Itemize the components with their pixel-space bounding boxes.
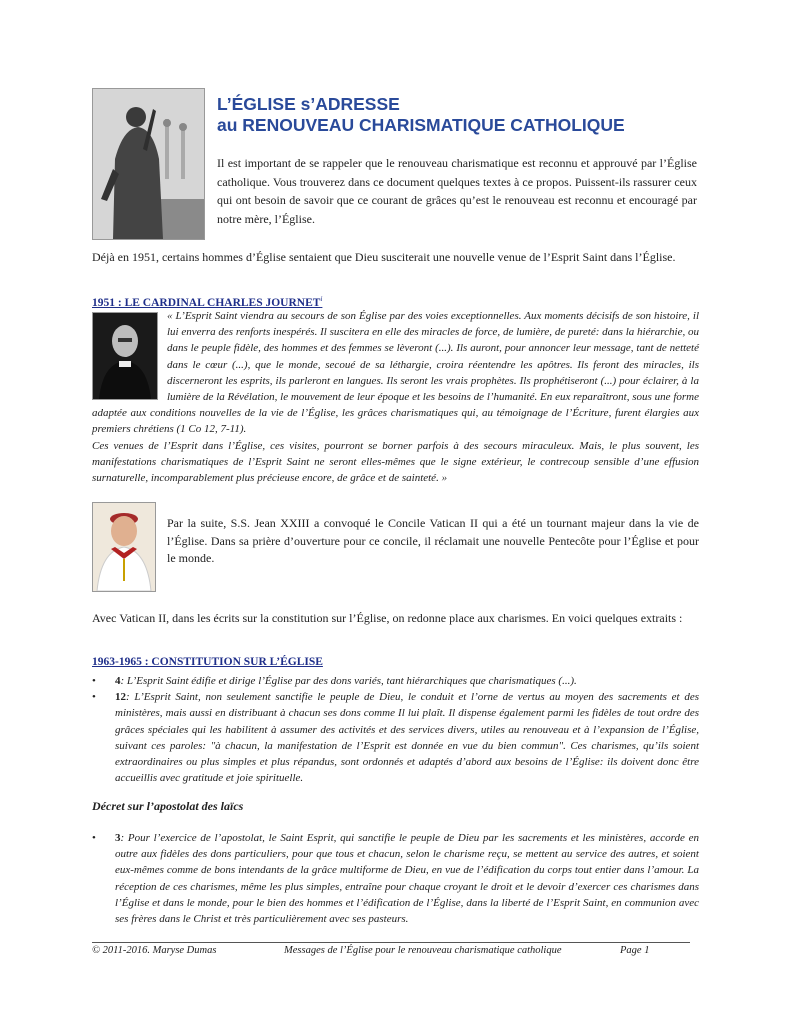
john-xxiii-paragraph: Par la suite, S.S. Jean XXIII a convoqué le Concile Vatican II qui a été un tournant majeur dans la vie de l’Église. Dans sa prière d’ouverture pour ce concile, il réclamait une nouvelle Pentecôte pour l’Église et pour le monde. (167, 516, 699, 565)
list-item (92, 830, 699, 927)
intro-paragraph: Il est important de se rappeler que le renouveau charismatique est reconnu et approuvé par l’Église catholique. Vous trouverez dans ce document quelques textes à ce propos. Puissent-ils rassurer ceux qui ont besoin de savoir que ce courant de grâces qu’est le renouveau est reconnu et encouragé par notre mère, l’Église. (217, 156, 697, 226)
title-line-2: au RENOUVEAU CHARISMATIQUE CATHOLIQUE (217, 115, 625, 135)
article-number: 3 (115, 832, 121, 844)
article-text: : L’Esprit Saint, non seulement sanctifie le peuple de Dieu, le conduit et l’orne de vertus au moyen des sacrements et des ministères, mais aussi en distribuant à chacun ses dons comme Il lui plaît. Il dispense également parmi les fidèles de tout ordre des grâces spéciales qui les habilitent à assumer des activités et des services divers, utiles au renouveau et à l’expansion de l’Église, suivant ces paroles: "à chacun, la manifestation de l’Esprit est donnée en vue du bien commun". Ces charismes, qu’ils soient extraordinaires ou plus simples et plus répandus, sont ordonnés et adaptés d’abord aux besoins de l’Église: ils doivent donc être accueillis avec gratitude et joie spirituelle. (115, 691, 699, 785)
constitution-list (92, 673, 699, 786)
saint-peter-statue-image (92, 88, 205, 240)
article-text: : Pour l’exercice de l’apostolat, le Saint Esprit, qui sanctifie le peuple de Dieu par les sacrements et les ministères, accorde en outre aux fidèles des dons particuliers, pour que tous et chacun, selon le charisme reçu, se mettent au service des autres, et soient eux-mêmes comme de bons intendants de la grâce multiforme de Dieu, en vue de l’édification du corps tout entier dans l’amour. La réception de ces charismes, même les plus simples, entraîne pour chaque croyant le droit et le devoir d’exercer ces charismes dans l’Église et dans le monde, pour le bien des hommes et l’édification de l’Église, dans la liberté de l’Esprit Saint, en communion avec ses frères dans le Christ et très particulièrement avec ses pasteurs. (115, 832, 699, 926)
apostolat-heading: Décret sur l’apostolat des laïcs (92, 799, 244, 813)
journet-quote (92, 308, 699, 486)
footer-divider (92, 942, 690, 943)
constitution-heading[interactable]: 1963-1965 : CONSTITUTION SUR L’ÉGLISE (92, 656, 323, 668)
para-1951: Déjà en 1951, certains hommes d’Église sentaient que Dieu susciterait une nouvelle venue de l’Esprit Saint dans l’Église. (92, 250, 676, 264)
apostolat-list (92, 830, 699, 927)
article-number: 4 (115, 675, 121, 687)
footer-copyright: © 2011-2016. Maryse Dumas (92, 945, 217, 956)
list-item (92, 673, 699, 689)
bullet: • (92, 675, 96, 687)
pope-john-xxiii-photo (92, 502, 156, 592)
journet-heading[interactable] (92, 295, 322, 309)
page-title (217, 94, 625, 136)
footer-page-number: Page 1 (620, 945, 650, 956)
bullet: • (92, 691, 96, 704)
title-line-1: L’ÉGLISE s’ADRESSE (217, 94, 400, 114)
journet-quote-part-2: Ces venues de l’Esprit dans l’Église, ces visites, pourront se borner parfois à des secours miraculeux. Mais, le plus souvent, les manifestations charismatiques de l’Esprit Saint ne seront elles-mêmes que le signe extérieur, le contrecoup sensible d’une effusion surnaturelle, incomparablement plus précieuse encore, de grâce et de sainteté. » (92, 439, 699, 485)
list-item (92, 689, 699, 786)
article-text: : L’Esprit Saint édifie et dirige l’Église par des dons variés, tant hiérarchiques que charismatiques (...). (120, 675, 577, 687)
endnote-marker[interactable]: i (320, 295, 323, 303)
journet-heading-text[interactable]: 1951 : LE CARDINAL CHARLES JOURNET (92, 296, 321, 309)
journet-quote-part-1: « L’Esprit Saint viendra au secours de son Église par des voies exceptionnelles. Aux moments décisifs de son histoire, il lui enverra des renforts inespérés. Il suscitera en elle des miracles de force, de lumière, de pureté: dans la hiérarchie, ou dans le peuple fidèle, des hommes et des femmes se lèveront (...). Ils auront, pour annoncer leur message, tant de netteté dans le cœur (...), que le monde, secoué de sa léthargie, croira réentendre les apôtres. Ils feront des miracles, ils discerneront les esprits, ils parleront en langues. Ils seront les vrais prophètes. Ils prophétiseront (...) pour éclairer, à la lumière de la Révélation, le mouvement de leur époque et les besoins de l’humanité. En eux reparaîtront, sous une forme adaptée aux conditions nouvelles de la vie de l’Église, les grâces charismatiques qui, au témoignage de l’Écriture, furent élargies aux premiers chrétiens (1 Co 12, 7-11). (92, 310, 699, 436)
bullet: • (92, 832, 96, 844)
footer-document-title: Messages de l’Église pour le renouveau charismatique catholique (284, 945, 562, 956)
article-number: 12 (115, 691, 126, 704)
vatican-ii-paragraph: Avec Vatican II, dans les écrits sur la constitution sur l’Église, on redonne place aux charismes. En voici quelques extraits : (92, 611, 683, 625)
